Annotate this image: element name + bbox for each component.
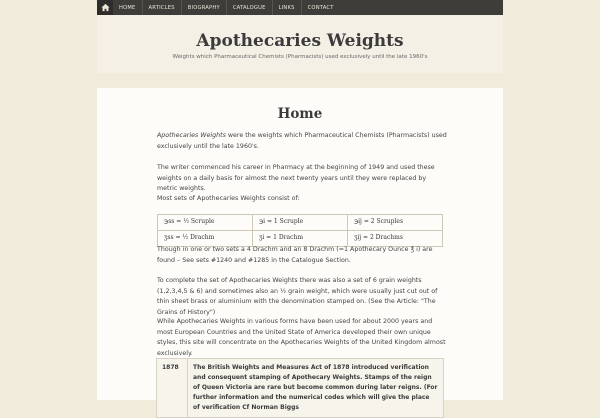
table-cell: ℈ss = ½ Scruple: [158, 215, 253, 231]
table-cell: ʒi = 1 Drachm: [252, 231, 347, 247]
nav-home[interactable]: HOME: [113, 0, 143, 15]
table-row: [157, 359, 444, 418]
sets-paragraph: Most sets of Apothecaries Weights consist of:: [157, 195, 300, 202]
history-paragraph: While Apothecaries Weights in various forms have been used for about 2000 years and most European Countries and the United State of America developed their own unique styles, this site will concentrate on the Apothecaries Weights of the United Kingdom almost exclusively.: [157, 318, 446, 357]
site-description: Weights which Pharmaceutical Chemists (Pharmacists) used exclusively until the late 1960's: [172, 54, 428, 60]
nav-contact[interactable]: CONTACT: [307, 4, 334, 11]
site-header: [97, 15, 503, 73]
drachm-paragraph: Though in one or two sets a 4 Drachm and an 8 Drachm (=1 Apothecary Ounce ℥ i) are found – See sets #1240 and #1285 in the Catalogue Section.: [157, 246, 433, 264]
table-cell: ʒss = ½ Drachm: [158, 231, 253, 247]
weights-table: [157, 214, 443, 247]
nav-catalogue[interactable]: CATALOGUE: [227, 0, 273, 15]
nav-links[interactable]: LINKS: [273, 0, 302, 15]
career-paragraph: The writer commenced his career in Pharmacy at the beginning of 1949 and used these weights on a daily basis for almost the next twenty years until they were replaced by metric weights.: [157, 164, 435, 192]
intro-paragraph: [157, 131, 447, 152]
grain-paragraph: To complete the set of Apothecaries Weights there was also a set of 6 grain weights (1,2,3,4,5 & 6) and sometimes also an ½ grain weight, which were usually just cut out of thin sheet brass or aluminium with the denomination stamped on. (See the Article: "The Grains of History"): [157, 277, 438, 316]
history-year: 1878: [157, 359, 188, 418]
table-cell: ʒij = 2 Drachms: [347, 231, 442, 247]
intro-emphasis: Apothecaries Weights: [157, 132, 226, 139]
home-icon-glyph: [101, 3, 110, 12]
table-cell: ℈ij = 2 Scruples: [347, 215, 442, 231]
top-navigation: [97, 0, 503, 15]
table-cell: ℈i = 1 Scruple: [252, 215, 347, 231]
site-title[interactable]: Apothecaries Weights: [196, 31, 404, 51]
intro-text: were the weights which Pharmaceutical Chemists (Pharmacists) used exclusively until the late 1960's.: [157, 132, 447, 150]
table-row: [158, 215, 443, 231]
history-table: [156, 358, 444, 418]
page-title: Home: [277, 106, 323, 122]
nav-articles[interactable]: ARTICLES: [143, 0, 182, 15]
home-icon[interactable]: [97, 0, 113, 15]
main-content: [97, 88, 503, 411]
nav-biography[interactable]: BIOGRAPHY: [182, 0, 227, 15]
history-text: The British Weights and Measures Act of 1878 introduced verification and consequent stamping of Apothecary Weights. Stamps of the reign of Queen Victoria are rare but become common during later reigns. (For further information and the numerical codes which will give the place of verification Cf Norman Biggs: [188, 359, 444, 418]
